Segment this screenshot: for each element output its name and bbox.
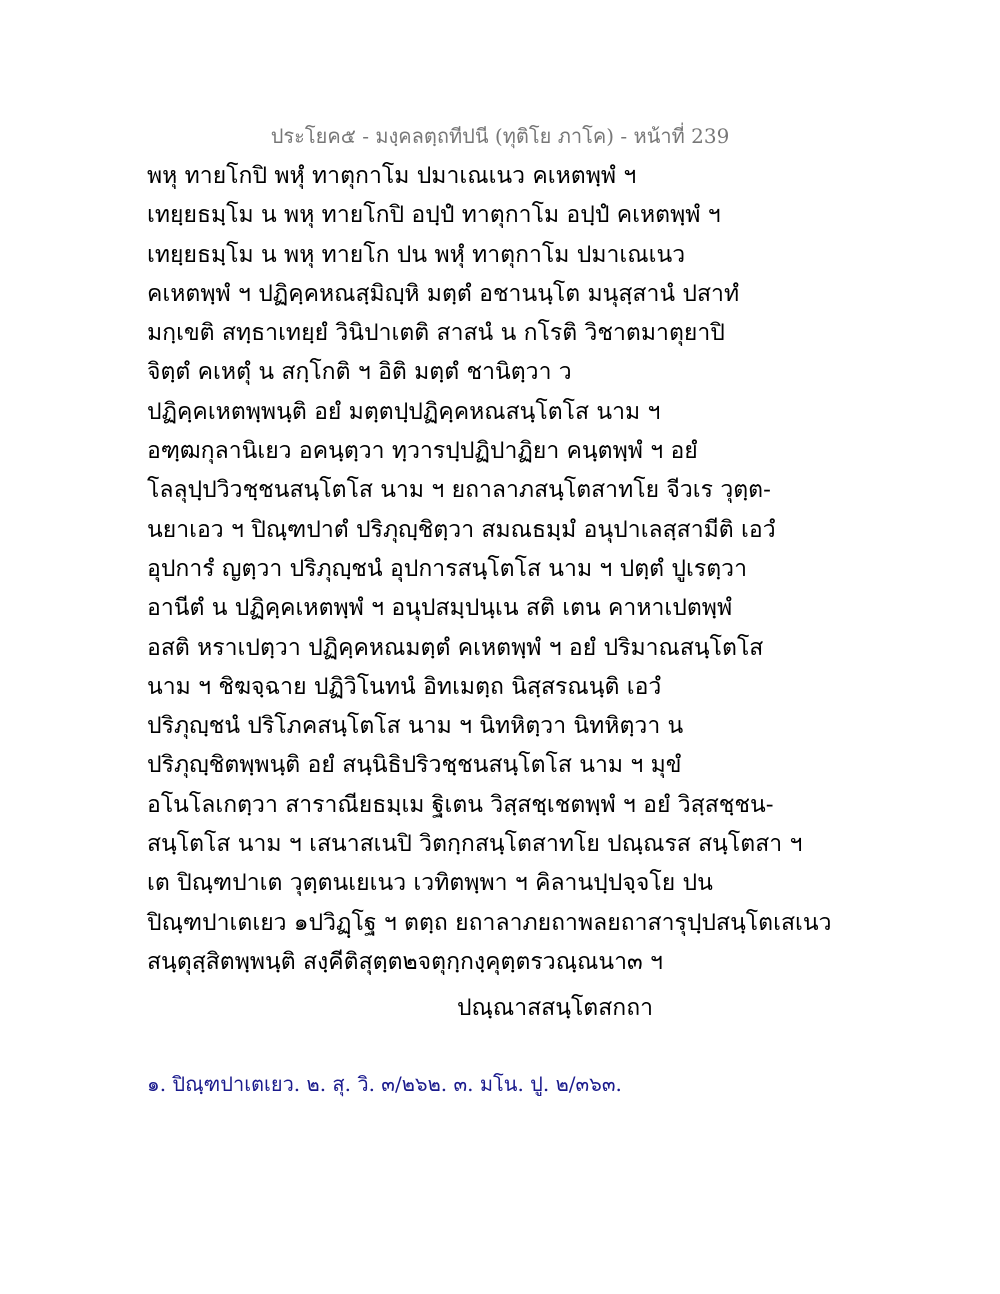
body-line: ปริภุญฺชนํ ปริโภคสนฺโตโส นาม ฯ นิทหิตฺวา นิทหิตฺวา น [147, 713, 684, 740]
body-line: มกฺเขติ สทฺธาเทยฺยํ วินิปาเตติ สาสนํ น กโรติ วิชาตมาตุยาปิ [147, 320, 725, 347]
body-line: อโนโลเกตฺวา สาราณียธมฺเม ฐิเตน วิสฺสชฺเชตพฺพํ ฯ อยํ วิสฺสชฺชน- [147, 791, 774, 818]
body-line: นาม ฯ ชิฆจฺฉาย ปฏิวิโนทนํ อิทเมตฺถ นิสฺสรณนฺติ เอวํ [147, 673, 662, 700]
body-line: อฑฺฒกุลานิเยว อคนฺตฺวา ทฺวารปฺปฏิปาฏิยา คนฺตพฺพํ ฯ อยํ [147, 438, 698, 465]
body-line: ปิณฺฑปาเตเยว ๑ปวิฏฺโฐ ฯ ตตฺถ ยถาลาภยถาพลยถาสารุปฺปสนฺโตเสเนว [147, 909, 832, 936]
body-line: อสติ หราเปตฺวา ปฏิคฺคหณมตฺตํ คเหตพฺพํ ฯ อยํ ปริมาณสนฺโตโส [147, 634, 764, 661]
footnote: ๑. ปิณฺฑปาเตเยว. ๒. สุ. วิ. ๓/๒๖๒. ๓. มโน. ปู. ๒/๓๖๓. [147, 1072, 622, 1096]
body-line: เต ปิณฺฑปาเต วุตฺตนเยเนว เวทิตพฺพา ฯ คิลานปฺปจฺจโย ปน [147, 870, 713, 897]
body-line: นยาเอว ฯ ปิณฺฑปาตํ ปริภุญฺชิตฺวา สมณธมฺมํ อนุปาเลสฺสามีติ เอวํ [147, 516, 776, 543]
body-line: พหุ ทายโกปิ พหุํ ทาตุกาโม ปมาเณเนว คเหตพฺพํ ฯ [147, 163, 637, 189]
body-text [147, 157, 887, 982]
body-line: สนฺตุสฺสิตพฺพนฺติ สงฺคีติสุตฺต๒จตุกฺกงฺคุตฺตรวณฺณนา๓ ฯ [147, 948, 663, 975]
section-title: ปณฺณาสสนฺโตสกถา [456, 995, 654, 1021]
body-line: คเหตพฺพํ ฯ ปฏิคฺคหณสฺมิญฺหิ มตฺตํ อชานนฺโต มนุสฺสานํ ปสาทํ [147, 280, 740, 307]
body-line: สนฺโตโส นาม ฯ เสนาสเนปิ วิตกฺกสนฺโตสาทโย ปณฺณรส สนฺโตสา ฯ [147, 831, 803, 858]
body-line: โลลุปฺปวิวชฺชนสนฺโตโส นาม ฯ ยถาลาภสนฺโตสาทโย จีวเร วุตฺต- [147, 477, 771, 504]
body-line: อุปการํ ญตฺวา ปริภุญฺชนํ อุปการสนฺโตโส นาม ฯ ปตฺตํ ปูเรตฺวา [147, 555, 748, 582]
body-line: เทยฺยธมฺโม น พหุ ทายโก ปน พหุํ ทาตุกาโม ปมาเณเนว [147, 241, 686, 268]
page-header: ประโยค๕ - มงฺคลตฺถทีปนี (ทุติโย ภาโค) - หน้าที่ 239 [270, 124, 730, 148]
body-line: ปริภุญฺชิตพฺพนฺติ อยํ สนฺนิธิปริวชฺชนสนฺโตโส นาม ฯ มุขํ [147, 752, 682, 779]
body-line: จิตฺตํ คเหตุํ น สกฺโกติ ฯ อิติ มตฺตํ ชานิตฺวา ว [147, 359, 572, 386]
body-line: เทยฺยธมฺโม น พหุ ทายโกปิ อปฺปํ ทาตุกาโม อปฺปํ คเหตพฺพํ ฯ [147, 202, 721, 229]
body-line: อานีตํ น ปฏิคฺคเหตพฺพํ ฯ อนุปสมฺปนฺเน สติ เตน คาหาเปตพฺพํ [147, 595, 733, 622]
body-line: ปฏิคฺคเหตพฺพนฺติ อยํ มตฺตปฺปฏิคฺคหณสนฺโตโส นาม ฯ [147, 398, 661, 425]
